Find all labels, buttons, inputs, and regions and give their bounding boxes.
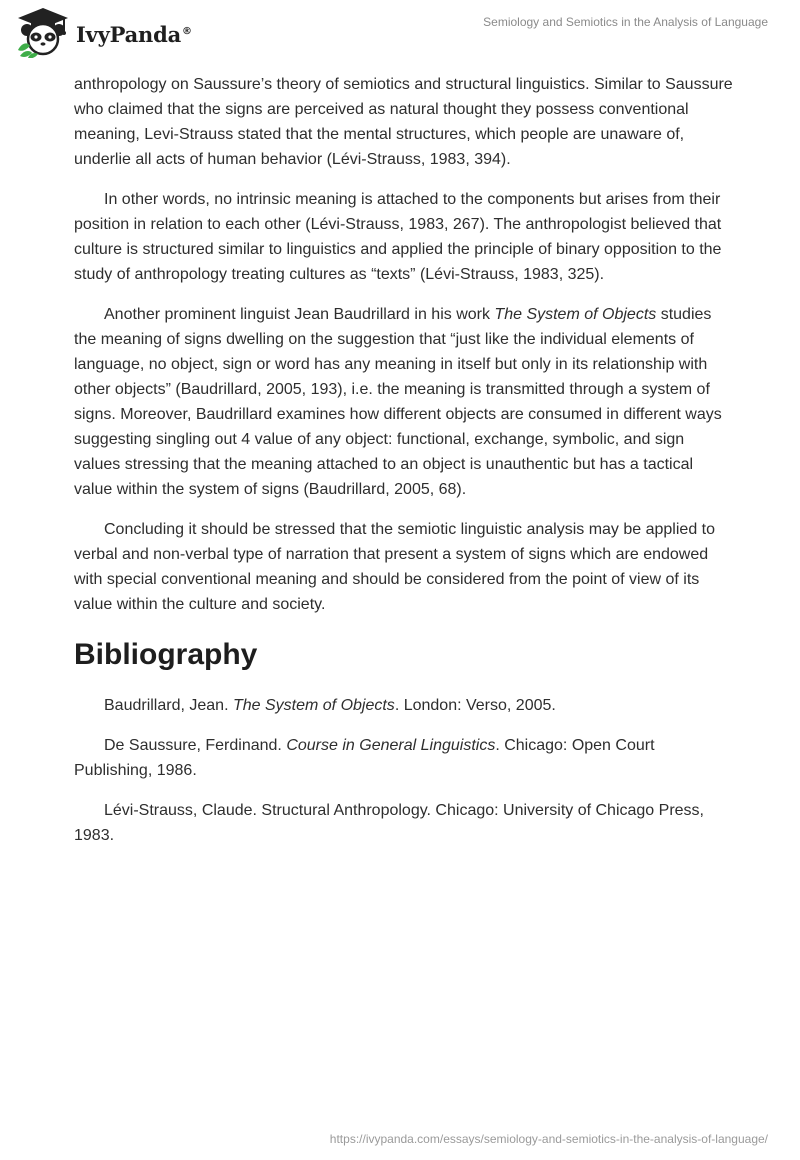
bibliography-entry bbox=[74, 693, 734, 718]
panda-graduate-icon bbox=[14, 6, 72, 58]
bib-entry-publisher: . London: Verso, 2005. bbox=[394, 697, 556, 714]
paragraph-3-rest: studies the meaning of signs dwelling on the suggestion that “just like the individual elements of language, no object, sign or word has any meaning in itself but only in its relationship with other objects” (Baudrillard, 2005, 193), i.e. the meaning is transmitted through a system of signs. Moreover, Baudrillard examines how different objects are consumed in different ways suggesting singling out 4 value of any object: functional, exchange, symbolic, and sign values stressing that the meaning attached to an object is unauthentic but has a tactical value within the system of signs (Baudrillard, 2005, 68). bbox=[74, 306, 722, 498]
bibliography-entry bbox=[74, 733, 734, 783]
essay-body bbox=[74, 72, 734, 863]
paragraph-2: In other words, no intrinsic meaning is attached to the components but arises from their position in relation to each other (Lévi-Strauss, 1983, 267). The anthropologist believed that culture is structured similar to linguistics and applied the principle of binary opposition to the study of anthropology treating cultures as “texts” (Lévi-Strauss, 1983, 325). bbox=[74, 191, 722, 283]
bib-entry-author: Baudrillard, Jean. bbox=[104, 697, 233, 714]
bib-entry-publisher: . Chicago: Open Court Publishing, 1986. bbox=[74, 737, 655, 779]
bibliography-heading: Bibliography bbox=[74, 638, 258, 671]
bibliography-entry bbox=[74, 798, 734, 848]
paragraph-1: anthropology on Saussure’s theory of semiotics and structural linguistics. Similar to Saussure who claimed that the signs are perceived as natural thought they possess conventional meaning, Levi-Strauss stated that the mental structures, which people are unaware of, underlie all acts of human behavior (Lévi-Strauss, 1983, 394). bbox=[74, 76, 733, 168]
bib-entry-author: De Saussure, Ferdinand. bbox=[104, 737, 287, 754]
paragraph-4: Concluding it should be stressed that the semiotic linguistic analysis may be applied to verbal and non-verbal type of narration that present a system of signs which are endowed with special conventional meaning and should be considered from the point of view of its value within the culture and society. bbox=[74, 521, 715, 613]
paragraph-3-lead: Another prominent linguist Jean Baudrillard in his work bbox=[104, 306, 495, 323]
document-title: Semiology and Semiotics in the Analysis of Language bbox=[483, 15, 768, 29]
source-url-link[interactable]: https://ivypanda.com/essays/semiology-and-semiotics-in-the-analysis-of-language/ bbox=[329, 1132, 768, 1146]
brand-name: IvyPanda® bbox=[76, 21, 192, 47]
book-title: The System of Objects bbox=[494, 306, 657, 323]
bib-entry-full: Lévi-Strauss, Claude. Structural Anthropology. Chicago: University of Chicago Press, 1983. bbox=[74, 802, 704, 844]
bib-entry-title: Course in General Linguistics bbox=[286, 737, 496, 754]
registered-mark: ® bbox=[182, 25, 192, 37]
ivypanda-logo[interactable] bbox=[14, 6, 192, 58]
paragraph-3 bbox=[74, 302, 734, 502]
bib-entry-title: The System of Objects bbox=[232, 697, 395, 714]
page-header bbox=[0, 0, 800, 70]
